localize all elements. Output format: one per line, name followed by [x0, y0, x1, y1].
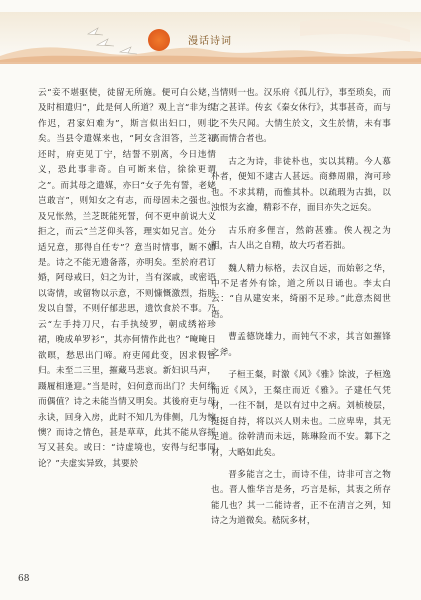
right-column — [211, 86, 391, 530]
paragraph: 古乐府多俚言，然韵甚雅。俟人视之为粗，古人出之自精，故大巧者若拙。 — [211, 225, 391, 252]
paragraph: 魏人精力标格，去汉自远，而始彰之华，中不足者外有馀，道之所以日诵也。李太白云：“自从建安来，绮丽不足珍。”此意杰阅世语。 — [211, 263, 391, 320]
left-column — [38, 86, 216, 472]
paragraph: 云“妾不堪驱使，徒留无所施。便可白公姥，及时相遣归”，此是何人所道？观上言“非为织作迟，君家妇难为”，斯言似出妇口，则非矣。当县令遣媒来也，“阿女含泪答，兰芝初还时，府吏见丁宁，结誓不别离，今日违情义，恐此事非奇。自可断来信，徐徐更谓之”。而其母之遣媒，亦曰“女子先有誓，老姥岂敢言”，则知女之有志，而母固未之强也。及兄怅然，兰芝既能死誓，何不更申前说大义拒之，而云“兰芝仰头答，理实如兄言。处分适兄意，那得自任专”？意当时情事，断不如是。诗之不能无遗备落，亦明矣。至於府君订婚，阿母戒曰，妇之为计，当有深戚，或密语以寄情，或留物以示意，不则慷慨激烈，指肤发以自誓，不则仔郁悲思，遗饮食於不事。乃云“左手持刀尺，右手执绫罗，朝成绣裕珍裙，晚成单罗衫”，其亦何情作此也？“晻晻日欲暝，愁思出门啼。府吏闻此变，因求假暂归。未至二三里，摧藏马悲哀。新妇识马声，蹑履相逢迎。”当是时，妇何意而出门？夫何缘而偶值？诗之未能当情又明矣。其後府吏与母永诀，回身入房，此时不知几为俳侧，几为惋懊？而诗之情色，甚是草草，此其不能从容摇写又甚矣。或曰：“诗虚境也，安得与纪事同论？”夫虚实异致，其要於 — [38, 88, 216, 469]
paragraph: 古之为诗，非徒朴也，实以其精。今人慕朴者，便知不逮古人甚远。商彝周鼎，洵可珍也。不求其精，而惟其朴。以疏瑕为古拙，以浊恨为玄瀹，精彩不存，面目亦失之远矣。 — [211, 156, 391, 214]
page-number: 68 — [18, 574, 30, 584]
header-banner — [0, 12, 421, 72]
sun-icon — [148, 29, 170, 51]
section-title: 漫话诗词 — [188, 36, 232, 47]
paragraph: 晋多能言之士，而诗不佳，诗非可言之物也。晋人惟华言是务，巧言是标，其衷之所存能几也？其一二能诗者，正不在清言之列，知诗之为道微矣。嵇阮多材， — [211, 469, 391, 527]
paragraph: 子桓王粲，时激《风》《雅》馀波，子桓逸而近《风》，王粲庄而近《雅》。子建任气凭材，一往不制，是以有过中之病。刘桢棱层，挺挺自持，将以兴人则未也。二应卑卑，其无足道。徐幹清而未远，陈琳险而不安。鄴下之材，大略如此矣。 — [211, 370, 391, 458]
paragraph: 曹孟德饶雄力，而钝气不求，其言如摧锋之斧。 — [211, 332, 391, 358]
paragraph: 当情则一也。汉乐府《孤儿行》，事至琐矣，而言之甚详。传玄《秦女休行》，其事甚奇，而与之不失尺闻。大情生於文，文生於情，未有事离而情合者也。 — [211, 88, 391, 145]
